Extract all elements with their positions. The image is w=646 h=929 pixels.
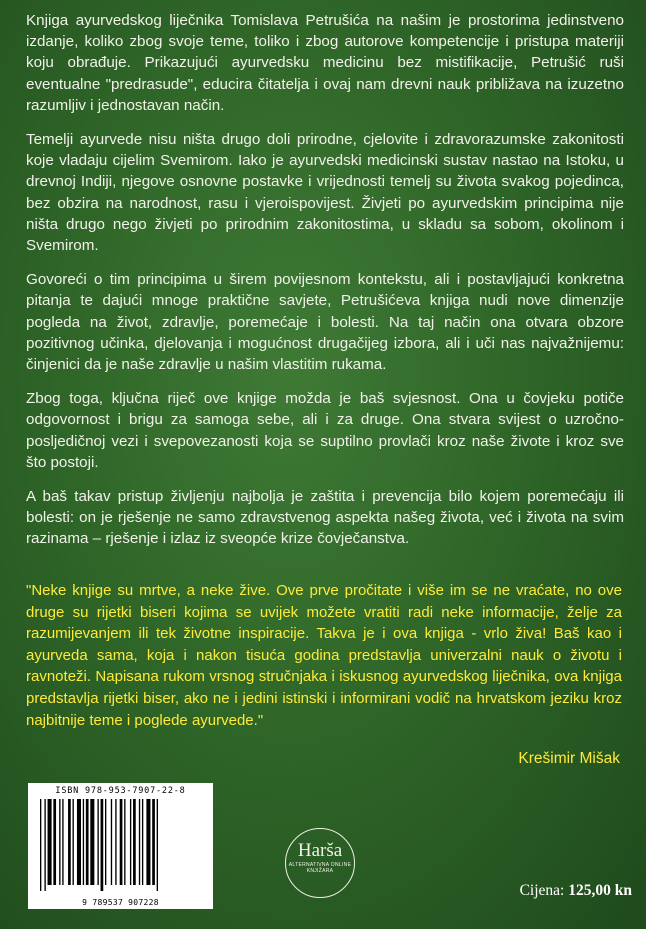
barcode-bar: [44, 799, 45, 891]
barcode-bar: [133, 799, 136, 885]
price-label: Cijena:: [519, 882, 569, 899]
barcode-bar: [142, 799, 143, 885]
price-value: 125,00 kn: [568, 882, 632, 899]
barcode-bar: [86, 799, 89, 885]
barcode-bar: [157, 799, 158, 891]
barcode-bar: [59, 799, 60, 885]
barcode-bars-icon: [38, 799, 203, 891]
barcode-bar: [105, 799, 106, 885]
barcode-bar: [40, 799, 41, 891]
publisher-name: Harša: [297, 840, 343, 861]
barcode-bar: [130, 799, 131, 885]
publisher-logo: [285, 828, 355, 898]
barcode-bar: [115, 799, 116, 885]
barcode-bar: [73, 799, 74, 885]
barcode-bar: [124, 799, 125, 885]
barcode-bar: [83, 799, 84, 885]
barcode-bar: [120, 799, 123, 885]
blurb-paragraph-3: Govoreći o tim principima u širem povijesnom kontekstu, ali i postavljajući konkretna pitanja te dajući mnoge praktične savjete, Petrušićeva knjiga nudi nove dimenzije pogleda na život, zdravlje, poremećaje i bolesti. Na taj način ona otvara obzore pozitivnog učinka, djelovanja i mogućnost drugačijeg izbora, ali i uči nas najvažnijemu: činjenici da je naše zdravlje u našim vlastitim rukama.: [26, 271, 624, 374]
blurb-paragraph-4: Zbog toga, ključna riječ ove knjige možda je baš svjesnost. Ona u čovjeku potiče odgovornost i brigu za samoga sebe, ali i za druge. Ona stvara svijest o uzročno-posljedičnoj vezi i svepovezanosti koja se suptilno provlači kroz naše živote i kroz sve što postoji.: [26, 390, 624, 471]
blurb-paragraph-5: A baš takav pristup življenju najbolja je zaštita i prevencija bilo kojem poremećaju ili bolesti: on je rješenje ne samo zdravstvenog aspekta našeg života, već i života na svim razinama – rješenje i izlaz iz sveopće krize čovječanstva.: [26, 488, 624, 548]
barcode-bar: [62, 799, 63, 885]
blurb-paragraph-2: Temelji ayurvede nisu ništa drugo doli prirodne, cjelovite i zdravorazumske zakonitosti koje vladaju cijelim Svemirom. Iako je ayurvedski medicinski sustav nastao na Istoku, u drevnoj Indiji, njegove osnovne postavke i vrijednosti temelj su života svakog pojedinca, bez obzira na narodnost, rasu i vjeroispovijest. Živjeti po ayurvedskim principima nije ništa drugo nego živjeti po prirodnim zakonitostima, u skladu sa sobom, okolinom i Svemirom.: [26, 131, 624, 255]
blurb-text: [26, 10, 624, 563]
barcode-digits: 9 789537 907228: [82, 898, 159, 907]
barcode-bar: [90, 799, 94, 885]
isbn-barcode: [28, 783, 213, 909]
isbn-number: ISBN 978-953-7907-22-8: [55, 786, 186, 796]
barcode-bar: [77, 799, 81, 885]
barcode-bar: [146, 799, 150, 885]
quote-author: Krešimir Mišak: [518, 750, 620, 767]
barcode-bar: [139, 799, 140, 885]
barcode-bar: [48, 799, 52, 885]
barcode-bar: [152, 799, 155, 885]
quote-text: "Neke knjige su mrtve, a neke žive. Ove prve pročitate i više im se ne vraćate, no ove druge su rijetki biseri kojima se uvijek možete vratiti radi neke informacije, želje za razumijevanjem ili tek životne inspiracije. Takva je i ova knjiga - vrlo živa! Baš kao i ayurveda sama, koja i nakon tisuća godina predstavlja univerzalni nauk o životu i ravnoteži. Napisana rukom vrsnog stručnjaka i iskusnog ayurvedskog liječnika, ova knjiga predstavlja rijetki biser, ako ne i jedini istinski i informirani vodič na hrvatskom jeziku kroz najbitnije teme i poglede ayurvede.": [26, 582, 622, 729]
publisher-tagline: ALTERNATIVNA ONLINE KNJIŽARA: [288, 862, 352, 874]
barcode-bar: [101, 799, 104, 891]
barcode-bar: [53, 799, 56, 885]
barcode-bar: [68, 799, 71, 885]
price: [520, 882, 632, 900]
barcode-bar: [111, 799, 112, 885]
endorsement-quote: [26, 580, 622, 731]
blurb-paragraph-1: Knjiga ayurvedskog liječnika Tomislava Petrušića na našim je prostorima jedinstveno izdanje, koliko zbog svoje teme, toliko i zbog autorove kompetencije i pristupa materiji koju obrađuje. Prikazujući ayurvedsku medicinu bez mistifikacije, Petrušić ruši eventualne "predrasude", educira čitatelja i ovaj nam drevni nauk približava na izuzetno razumljiv i jednostavan način.: [26, 12, 624, 114]
barcode-bar: [97, 799, 98, 885]
